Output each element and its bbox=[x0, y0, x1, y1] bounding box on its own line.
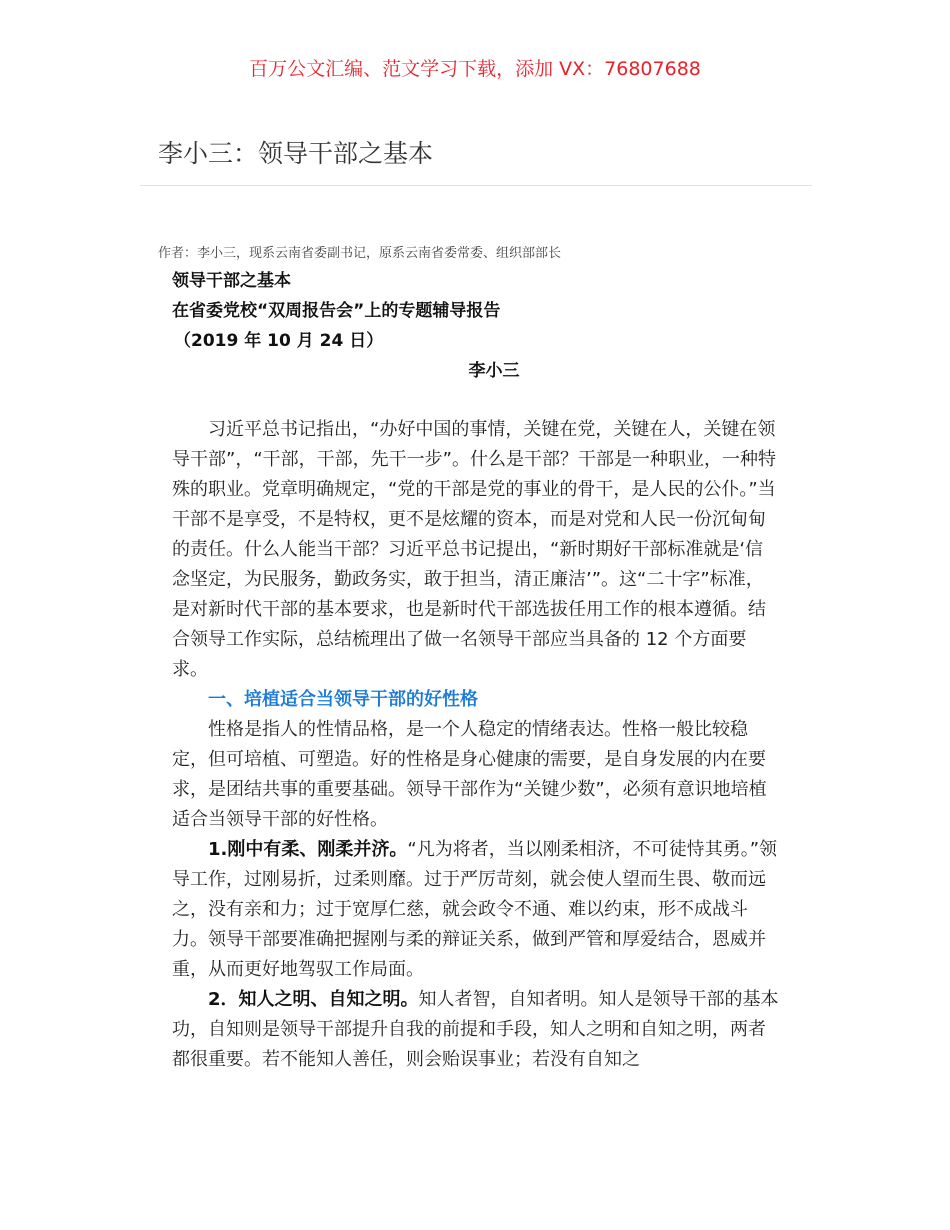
title-divider bbox=[140, 185, 812, 186]
article-date: （2019 年 10 月 24 日） bbox=[174, 331, 384, 351]
point-2-lead: 2．知人之明、自知之明。 bbox=[208, 989, 419, 1010]
point-1-lead: 1.刚中有柔、刚柔并济。 bbox=[208, 839, 408, 860]
point-2-text: 知人者智，自知者明。知人是领导干部的基本功，自知则是领导干部提升自我的前提和手段，知人之明和自知之明，两者都很重要。若不能知人善任，则会贻误事业；若没有自知之 bbox=[172, 989, 779, 1070]
paragraph-intro: 习近平总书记指出，“办好中国的事情，关键在党，关键在人，关键在领导干部”，“干部，干部，先干一步”。什么是干部？干部是一种职业，一种特殊的职业。党章明确规定，“党的干部是党的事业的骨干，是人民的公仆。”当干部不是享受，不是特权，更不是炫耀的资本，而是对党和人民一份沉甸甸的责任。什么人能当干部？习近平总书记提出，“新时期好干部标准就是‘信念坚定，为民服务，勤政务实，敢于担当，清正廉洁’”。这“二十字”标准，是对新时代干部的基本要求，也是新时代干部选拔任用工作的根本遵循。结合领导工作实际，总结梳理出了做一名领导干部应当具备的 12 个方面要求。 bbox=[172, 419, 776, 680]
paragraph-point-2 bbox=[172, 985, 780, 1075]
paragraph-point-1 bbox=[172, 835, 780, 985]
paragraph-personality: 性格是指人的性情品格，是一个人稳定的情绪表达。性格一般比较稳定，但可培植、可塑造。好的性格是身心健康的需要，是自身发展的内在要求，是团结共事的重要基础。领导干部作为“关键少数”，必须有意识地培植适合当领导干部的好性格。 bbox=[172, 719, 767, 830]
author-line: 作者：李小三，现系云南省委副书记，原系云南省委常委、组织部部长 bbox=[158, 246, 562, 261]
article-heading: 领导干部之基本 bbox=[172, 271, 291, 291]
article-body bbox=[172, 415, 780, 1075]
article-byline: 李小三 bbox=[468, 361, 520, 381]
section-heading: 一、培植适合当领导干部的好性格 bbox=[208, 689, 478, 710]
article-subheading: 在省委党校“双周报告会”上的专题辅导报告 bbox=[172, 301, 501, 321]
header-banner: 百万公文汇编、范文学习下载，添加 VX：76807688 bbox=[249, 58, 701, 80]
page-title: 李小三：领导干部之基本 bbox=[158, 139, 434, 168]
point-1-text: “凡为将者，当以刚柔相济，不可徒恃其勇。”领导工作，过刚易折，过柔则靡。过于严厉苛刻，就会使人望而生畏、敬而远之，没有亲和力；过于宽厚仁慈，就会政令不通、难以约束，形不成战斗力。领导干部要准确把握刚与柔的辩证关系，做到严管和厚爱结合，恩威并重，从而更好地驾驭工作局面。 bbox=[172, 839, 778, 980]
